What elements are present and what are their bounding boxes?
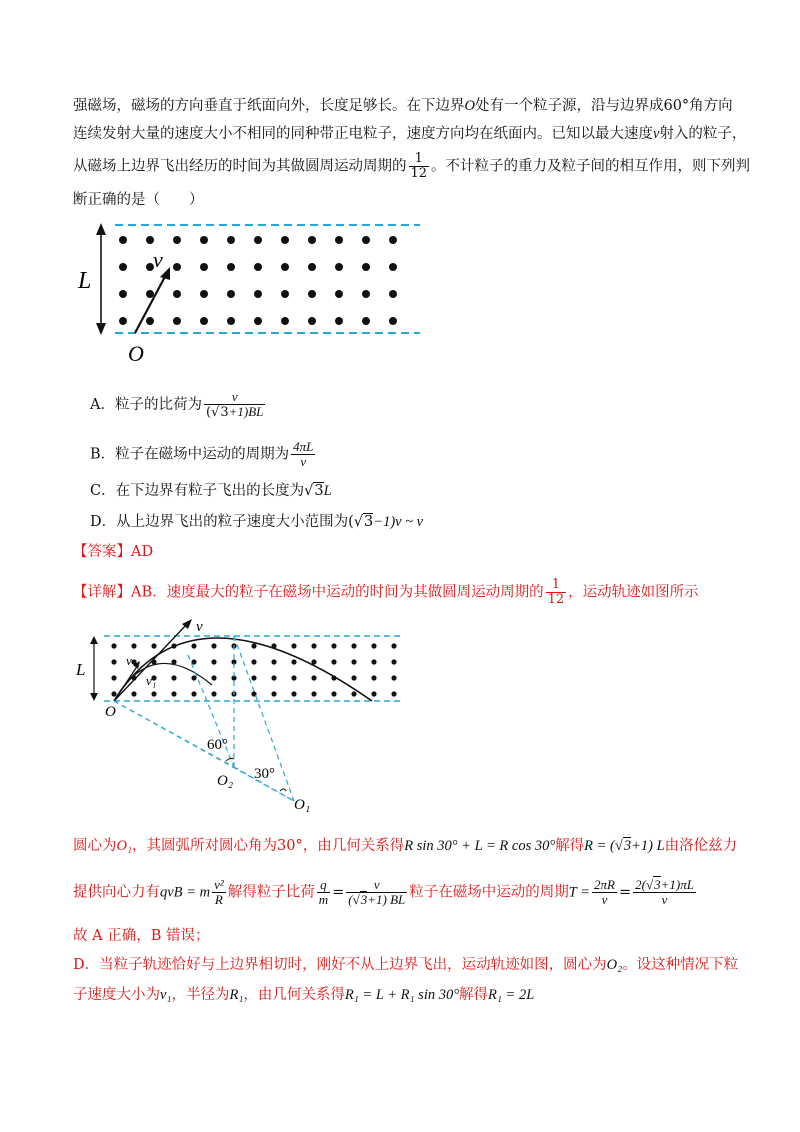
- text: 提供向心力有: [73, 884, 160, 901]
- field-dot: [254, 290, 262, 298]
- field-dot: [362, 290, 370, 298]
- field-dot: [291, 691, 296, 696]
- var-v: v: [653, 126, 660, 142]
- text: 圆心为: [73, 838, 117, 854]
- field-dot: [291, 659, 296, 664]
- numerator: 1: [546, 578, 567, 593]
- solution-line-5: [73, 985, 534, 1005]
- field-dot: [291, 643, 296, 648]
- field-dot: [119, 263, 127, 271]
- field-dot: [211, 659, 216, 664]
- field-dot: [331, 691, 336, 696]
- solution-line-1: 圆心为O₁，其圆弧所对圆心角为30°，由几何关系得R sin 30° + L = R cos 30°解得R = (√3+1) L由洛伦兹力: [73, 838, 738, 854]
- field-dot: [351, 691, 356, 696]
- option-A: [90, 390, 267, 420]
- equation: R sin 30° + L = R cos 30°: [404, 838, 556, 854]
- solution-line-2: [73, 878, 698, 907]
- text: D．从上边界飞出的粒子速度大小范围为: [90, 514, 349, 530]
- figure-magnetic-field-1: [75, 215, 435, 365]
- field-dot: [146, 236, 154, 244]
- denominator: v: [601, 892, 608, 907]
- numerator: 2(√3+1)πL: [635, 877, 694, 892]
- field-dot: [308, 263, 316, 271]
- field-dot: [391, 659, 396, 664]
- denominator: (√3+1)BL: [205, 404, 264, 420]
- field-dot: [251, 675, 256, 680]
- field-dot: [191, 691, 196, 696]
- text: 强磁场，磁场的方向垂直于纸面向外，长度足够长。在下边界: [73, 98, 465, 114]
- option-D: D．从上边界飞出的粒子速度大小范围为(√3−1)v ~ v: [90, 514, 424, 530]
- denominator: m: [318, 892, 329, 907]
- text: ，半径为: [171, 987, 230, 1003]
- field-dot: [389, 317, 397, 325]
- equation: R₁ = 2L: [488, 987, 535, 1003]
- field-dot: [371, 659, 376, 664]
- solution-line-4: [73, 955, 738, 975]
- trajectory-small: [114, 663, 212, 701]
- fraction: [546, 578, 567, 607]
- denominator: R: [214, 892, 223, 907]
- label-v1: v₁: [146, 673, 157, 688]
- field-dot: [362, 317, 370, 325]
- fraction: [317, 878, 330, 907]
- field-dot: [131, 643, 136, 648]
- field-dot: [311, 675, 316, 680]
- field-dot: [200, 317, 208, 325]
- field-dot: [251, 643, 256, 648]
- text: 射入的粒子，: [659, 126, 747, 142]
- field-dot: [281, 263, 289, 271]
- label-O1: O₁: [294, 797, 311, 813]
- denominator: 12: [547, 592, 565, 607]
- field-dot: [227, 263, 235, 271]
- field-dot: [254, 236, 262, 244]
- label-v-small: v: [126, 653, 132, 668]
- field-dot: [362, 263, 370, 271]
- solution-line-3: [73, 926, 209, 946]
- field-dot: [173, 263, 181, 271]
- field-dot: [371, 675, 376, 680]
- text: 从磁场上边界飞出经历的时间为其做圆周运动周期的: [73, 158, 407, 175]
- text: ，由几何关系得: [243, 987, 345, 1003]
- label-L: L: [76, 660, 86, 679]
- var: v₁: [160, 987, 172, 1003]
- angle-arc-60: [226, 758, 234, 761]
- field-dot: [171, 691, 176, 696]
- sqrt: 3: [654, 877, 661, 892]
- field-dot: [131, 691, 136, 696]
- field-dot: [371, 691, 376, 696]
- field-dot: [331, 659, 336, 664]
- field-dot: [227, 236, 235, 244]
- field-dot: [171, 675, 176, 680]
- field-dot: [389, 290, 397, 298]
- option-B: [90, 440, 317, 469]
- label-O: O: [105, 704, 116, 720]
- equals: =: [332, 884, 345, 901]
- field-dot: [308, 317, 316, 325]
- text: 粒子在磁场中运动的周期: [409, 884, 569, 901]
- fraction: [633, 878, 696, 907]
- field-dot: [173, 236, 181, 244]
- var: O₁: [116, 838, 133, 854]
- arrowhead-down: [90, 693, 98, 701]
- text: 解得: [555, 838, 585, 854]
- text: +1) L: [631, 838, 665, 854]
- text: 连续发射大量的速度大小不相同的同种带正电粒子，速度方向均在纸面内。已知以最大速度: [73, 126, 653, 142]
- text: 处有一个粒子源，沿与边界成60°角方向: [474, 98, 733, 114]
- text: ，由几何关系得: [302, 838, 405, 854]
- text: 故 A 正确，B 错误；: [73, 928, 210, 944]
- field-dot: [351, 675, 356, 680]
- label-v: v: [196, 619, 203, 635]
- field-dot: [335, 236, 343, 244]
- numerator: 1: [409, 152, 430, 167]
- field-dot: [151, 643, 156, 648]
- field-dot: [227, 290, 235, 298]
- fraction: [409, 152, 430, 181]
- text: 【详解】AB．速度最大的粒子在磁场中运动的时间为其做圆周运动周期的: [73, 584, 544, 601]
- field-dot: [362, 236, 370, 244]
- field-dot: [335, 263, 343, 271]
- equation: qvB = m: [160, 884, 211, 901]
- field-dot: [211, 691, 216, 696]
- answer-text: 【答案】AD: [73, 544, 154, 560]
- arrowhead-down: [96, 323, 106, 335]
- var: R₁: [229, 987, 244, 1003]
- text: −1)v ~ v: [373, 514, 424, 530]
- field-dot: [271, 691, 276, 696]
- text: 由洛伦兹力: [664, 838, 738, 854]
- field-dot: [271, 675, 276, 680]
- field-dot: [111, 675, 116, 680]
- problem-line-4: [73, 190, 204, 210]
- fraction: [346, 878, 407, 907]
- field-dot: [311, 643, 316, 648]
- field-dot: [227, 317, 235, 325]
- field-dot: [200, 236, 208, 244]
- sqrt: 3: [623, 838, 632, 854]
- label-60: 60°: [207, 737, 228, 753]
- field-dot: [119, 290, 127, 298]
- field-dot: [254, 263, 262, 271]
- field-dot: [191, 643, 196, 648]
- field-dot: [200, 263, 208, 271]
- text: +1)BL: [228, 404, 264, 419]
- label-v: v: [153, 247, 163, 272]
- field-dot: [391, 675, 396, 680]
- field-dot: [119, 317, 127, 325]
- field-dot: [111, 691, 116, 696]
- var: O₂: [606, 957, 623, 973]
- figure-trajectory-2: [72, 615, 412, 815]
- radius-O-O2: [114, 701, 234, 767]
- numerator: v: [204, 390, 265, 405]
- fraction: [204, 390, 265, 420]
- numerator: q: [317, 878, 330, 893]
- field-dot: [146, 290, 154, 298]
- equals: =: [618, 884, 632, 901]
- field-dot: [391, 691, 396, 696]
- field-dot: [211, 675, 216, 680]
- field-dot: [119, 236, 127, 244]
- field-dot: [146, 317, 154, 325]
- field-dot: [251, 659, 256, 664]
- text: +1)πL: [660, 877, 694, 892]
- numerator: v²: [214, 877, 224, 892]
- text: 解得粒子比荷: [227, 884, 315, 901]
- fraction: [592, 878, 617, 907]
- field-dot: [271, 659, 276, 664]
- field-dot: [281, 317, 289, 325]
- sqrt: 3: [314, 483, 324, 499]
- equation: T =: [568, 884, 591, 901]
- text: 。设这种情况下粒: [622, 957, 739, 973]
- sqrt: 3: [220, 405, 229, 420]
- text: L: [323, 483, 332, 499]
- text: ，其圆弧所对圆心角为: [132, 838, 278, 854]
- arrowhead-up: [90, 636, 98, 644]
- field-dot: [389, 236, 397, 244]
- text: +1) BL: [367, 892, 406, 907]
- field-dot: [389, 263, 397, 271]
- text: 子速度大小为: [73, 987, 160, 1003]
- denominator: (√3+1) BL: [348, 892, 406, 907]
- field-dot: [308, 290, 316, 298]
- text: R = (: [584, 838, 615, 854]
- denominator: v: [300, 454, 307, 469]
- sqrt: 3: [360, 892, 368, 907]
- field-dot: [391, 643, 396, 648]
- text: (: [348, 892, 353, 907]
- angle-arc-30: [280, 789, 286, 791]
- label-30: 30°: [254, 766, 275, 782]
- field-dot: [335, 290, 343, 298]
- field-dot: [335, 317, 343, 325]
- option-C: C．在下边界有粒子飞出的长度为√3L: [90, 483, 332, 499]
- arrowhead-up: [96, 223, 106, 235]
- text: B．粒子在磁场中运动的周期为: [90, 446, 290, 463]
- equation: R₁ = L + R₁ sin 30°: [344, 987, 460, 1003]
- text: D．当粒子轨迹恰好与上边界相切时，刚好不从上边界飞出，运动轨迹如图，圆心为: [73, 957, 607, 973]
- field-dot: [191, 675, 196, 680]
- text: 2(: [635, 877, 646, 892]
- text: (: [205, 405, 212, 420]
- numerator: v: [346, 878, 407, 893]
- field-dot: [281, 236, 289, 244]
- text: 断正确的是（ ）: [73, 192, 204, 208]
- sqrt: 3: [364, 514, 374, 530]
- text: (: [348, 514, 354, 530]
- field-dot: [308, 236, 316, 244]
- field-dot: [111, 643, 116, 648]
- field-dot: [351, 643, 356, 648]
- problem-line-1: [73, 96, 733, 116]
- label-O2: O₂: [217, 773, 234, 789]
- numerator: 4πL: [293, 439, 314, 454]
- field-dot: [311, 691, 316, 696]
- fraction: [291, 440, 315, 469]
- field-dot: [211, 643, 216, 648]
- fraction: [212, 878, 226, 907]
- field-dot: [173, 317, 181, 325]
- field-dot: [281, 290, 289, 298]
- detail-line: [73, 578, 699, 607]
- field-dot: [254, 317, 262, 325]
- label-L: L: [78, 268, 92, 294]
- text: A．粒子的比荷为: [90, 397, 202, 413]
- field-dot: [351, 659, 356, 664]
- field-dot: [111, 659, 116, 664]
- text: 解得: [459, 987, 489, 1003]
- label-O: O: [128, 341, 144, 365]
- field-dot: [331, 643, 336, 648]
- text: 30°: [277, 838, 303, 854]
- denominator: 12: [410, 166, 428, 181]
- text: ，运动轨迹如图所示: [568, 584, 699, 601]
- field-dot: [173, 290, 181, 298]
- denominator: v: [661, 892, 668, 907]
- field-dot: [151, 691, 156, 696]
- field-dot: [200, 290, 208, 298]
- answer: [73, 542, 153, 562]
- text: C．在下边界有粒子飞出的长度为: [90, 483, 305, 499]
- problem-line-2: [73, 124, 746, 144]
- numerator: 2πR: [594, 877, 615, 892]
- text: 。不计粒子的重力及粒子间的相互作用，则下列判: [431, 158, 751, 175]
- field-dot: [291, 675, 296, 680]
- field-dot: [371, 643, 376, 648]
- problem-line-3: [73, 152, 750, 181]
- var-O: O: [464, 98, 475, 114]
